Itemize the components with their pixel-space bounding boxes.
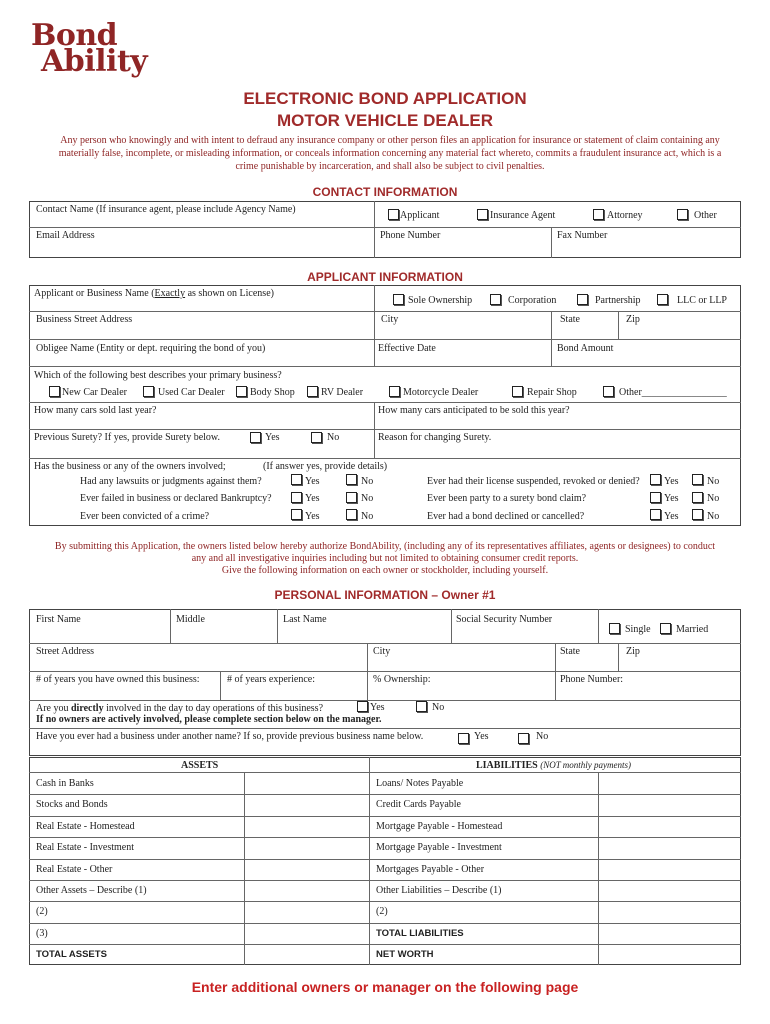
business-type-question: Which of the following best describes your primary business? <box>34 370 282 381</box>
asset-value-field[interactable] <box>245 774 368 793</box>
motorcycle-label: Motorcycle Dealer <box>403 387 479 398</box>
claim-no-checkbox[interactable] <box>692 492 703 503</box>
reason-changing-field[interactable]: Reason for changing Surety. <box>378 432 492 443</box>
liability-value-field[interactable] <box>599 902 740 921</box>
manager-note: If no owners are actively involved, please complete section below on the manager. <box>36 714 382 725</box>
liability-value-field[interactable] <box>599 881 740 900</box>
used-car-checkbox[interactable] <box>143 386 154 397</box>
effective-date-field[interactable]: Effective Date <box>378 343 436 354</box>
divider <box>374 402 375 458</box>
ssn-field[interactable]: Social Security Number <box>456 614 553 625</box>
bankruptcy-yes-checkbox[interactable] <box>291 492 302 503</box>
llc-checkbox[interactable] <box>657 294 668 305</box>
asset-value-field[interactable] <box>245 817 368 836</box>
declined-no-checkbox[interactable] <box>692 509 703 520</box>
owner-city-field[interactable]: City <box>373 646 391 657</box>
lawsuits-yes-checkbox[interactable] <box>291 474 302 485</box>
asset-value-field[interactable] <box>245 795 368 814</box>
divider <box>29 227 741 228</box>
business-street-field[interactable]: Business Street Address <box>36 314 133 325</box>
divider <box>29 429 741 430</box>
divider <box>551 227 552 258</box>
other-business-label: Other_________________ <box>619 387 727 398</box>
liability-value-field[interactable] <box>599 774 740 793</box>
divider <box>367 643 368 700</box>
yes-label: Yes <box>305 493 320 504</box>
bond-amount-field[interactable]: Bond Amount <box>557 343 614 354</box>
involved-no-checkbox[interactable] <box>416 701 427 712</box>
liability-row-label: Credit Cards Payable <box>376 799 461 811</box>
divider <box>220 671 221 700</box>
bankruptcy-no-checkbox[interactable] <box>346 492 357 503</box>
divider <box>369 757 370 965</box>
asset-value-field[interactable] <box>245 838 368 857</box>
crime-no-checkbox[interactable] <box>346 509 357 520</box>
rv-dealer-checkbox[interactable] <box>307 386 318 397</box>
partnership-checkbox[interactable] <box>577 294 588 305</box>
yes-label: Yes <box>305 476 320 487</box>
asset-row-label: Other Assets – Describe (1) <box>36 885 147 896</box>
prev-business-no-checkbox[interactable] <box>518 733 529 744</box>
claim-yes-checkbox[interactable] <box>650 492 661 503</box>
owner-zip-field[interactable]: Zip <box>626 646 640 657</box>
owner-phone-field[interactable]: Phone Number: <box>560 674 624 685</box>
insurance-agent-label: Insurance Agent <box>490 210 556 221</box>
liability-value-field[interactable] <box>599 795 740 814</box>
sole-ownership-label: Sole Ownership <box>408 295 473 306</box>
divider <box>29 700 741 701</box>
single-checkbox[interactable] <box>609 623 620 634</box>
ownership-field[interactable]: % Ownership: <box>373 674 431 685</box>
asset-row-label: TOTAL ASSETS <box>36 949 107 961</box>
other-checkbox[interactable] <box>677 209 688 220</box>
partnership-label: Partnership <box>595 295 641 306</box>
asset-row-label: (3) <box>36 927 48 939</box>
divider <box>29 402 741 403</box>
divider <box>451 609 452 643</box>
liability-row-label: TOTAL LIABILITIES <box>376 927 464 939</box>
divider <box>277 609 278 643</box>
consent-line-1: By submitting this Application, the owners listed below hereby authorize BondAbility, (including any of its representatives affiliates, agents or designees) to conduct <box>54 541 716 552</box>
liability-row-label: Mortgage Payable - Investment <box>376 842 502 854</box>
other-business-checkbox[interactable] <box>603 386 614 397</box>
divider <box>618 643 619 671</box>
attorney-label: Attorney <box>607 210 643 221</box>
asset-row-label: Real Estate - Investment <box>36 842 135 854</box>
if-yes-note: (If answer yes, provide details) <box>263 461 388 472</box>
no-label: No <box>707 493 720 504</box>
yes-label: Yes <box>664 511 679 522</box>
email-field[interactable]: Email Address <box>36 230 95 241</box>
divider <box>555 643 556 700</box>
asset-value-field[interactable] <box>245 924 368 943</box>
asset-row-label: (2) <box>36 906 48 918</box>
prev-surety-yes-checkbox[interactable] <box>250 432 261 443</box>
divider <box>29 339 741 340</box>
asset-value-field[interactable] <box>245 881 368 900</box>
divider <box>29 458 741 459</box>
page-subtitle: MOTOR VEHICLE DEALER <box>277 111 493 130</box>
directly-involved-question: Are you directly involved in the day to day operations of this business? <box>36 703 324 714</box>
applicant-label: Applicant <box>400 210 440 221</box>
license-yes-checkbox[interactable] <box>650 474 661 485</box>
assets-header: ASSETS <box>181 760 219 771</box>
no-label: No <box>361 493 374 504</box>
logo-bond: Bond <box>31 18 118 53</box>
applicant-heading: APPLICANT INFORMATION <box>307 270 463 284</box>
consent-line-3: Give the following information on each owner or stockholder, including yourself. <box>221 565 549 576</box>
divider <box>29 366 741 367</box>
divider <box>374 285 375 366</box>
no-label: No <box>536 731 549 742</box>
asset-row-label: Real Estate - Homestead <box>36 820 135 832</box>
corporation-label: Corporation <box>508 295 557 306</box>
no-label: No <box>327 432 340 443</box>
divider <box>29 772 741 773</box>
divider <box>618 311 619 339</box>
no-label: No <box>707 476 720 487</box>
contact-heading: CONTACT INFORMATION <box>312 185 458 199</box>
applicant-checkbox[interactable] <box>388 209 399 220</box>
body-shop-label: Body Shop <box>250 387 295 398</box>
no-label: No <box>432 702 445 713</box>
divider <box>170 609 171 643</box>
business-state-field[interactable]: State <box>560 314 580 325</box>
attorney-checkbox[interactable] <box>593 209 604 220</box>
business-zip-field[interactable]: Zip <box>626 314 640 325</box>
lawsuits-question: Had any lawsuits or judgments against them? <box>80 476 262 487</box>
license-no-checkbox[interactable] <box>692 474 703 485</box>
yes-label: Yes <box>474 731 489 742</box>
involved-question: Has the business or any of the owners involved; <box>34 461 226 472</box>
asset-value-field[interactable] <box>245 945 368 964</box>
yes-label: Yes <box>305 511 320 522</box>
yes-label: Yes <box>370 702 385 713</box>
repair-shop-label: Repair Shop <box>527 387 577 398</box>
liability-value-field[interactable] <box>599 817 740 836</box>
liability-row-label: Mortgage Payable - Homestead <box>376 820 503 832</box>
liability-value-field[interactable] <box>599 838 740 857</box>
yes-label: Yes <box>664 493 679 504</box>
asset-row-label: Real Estate - Other <box>36 863 113 875</box>
bankruptcy-question: Ever failed in business or declared Bankruptcy? <box>80 493 272 504</box>
no-label: No <box>361 511 374 522</box>
owner-state-field[interactable]: State <box>560 646 580 657</box>
business-city-field[interactable]: City <box>381 314 399 325</box>
phone-field[interactable]: Phone Number <box>380 230 441 241</box>
previous-business-question: Have you ever had a business under another name? If so, provide previous business name below. <box>36 731 424 742</box>
crime-yes-checkbox[interactable] <box>291 509 302 520</box>
yes-label: Yes <box>265 432 280 443</box>
license-question: Ever had their license suspended, revoked or denied? <box>427 476 640 487</box>
liability-value-field[interactable] <box>599 924 740 943</box>
sole-ownership-checkbox[interactable] <box>393 294 404 305</box>
liability-row-label: Mortgages Payable - Other <box>376 863 485 875</box>
prev-business-yes-checkbox[interactable] <box>458 733 469 744</box>
middle-name-field[interactable]: Middle <box>176 614 205 625</box>
no-label: No <box>707 511 720 522</box>
divider <box>29 671 741 672</box>
liability-row-label: (2) <box>376 906 388 918</box>
page-title: ELECTRONIC BOND APPLICATION <box>243 89 527 108</box>
liability-value-field[interactable] <box>599 945 740 964</box>
divider <box>598 609 599 643</box>
yes-label: Yes <box>664 476 679 487</box>
fraud-warning: Any person who knowingly and with intent to defraud any insurance company or other person files an application for insurance or statement of claim containing any materially false, incomplete, or misleading information, or conceals information concerning any material fact whereto, commits a fraudulent insurance act, which is a crime punishable by incarceration, and shall also be subject to civil penalties. <box>58 135 722 172</box>
personal-heading: PERSONAL INFORMATION – Owner #1 <box>274 588 496 602</box>
body-shop-checkbox[interactable] <box>236 386 247 397</box>
new-car-checkbox[interactable] <box>49 386 60 397</box>
claim-question: Ever been party to a surety bond claim? <box>427 493 587 504</box>
asset-value-field[interactable] <box>245 902 368 921</box>
asset-row-label: Cash in Banks <box>36 778 94 789</box>
divider <box>29 728 741 729</box>
no-label: No <box>361 476 374 487</box>
asset-value-field[interactable] <box>245 860 368 879</box>
liability-value-field[interactable] <box>599 860 740 879</box>
crime-question: Ever been convicted of a crime? <box>80 511 210 522</box>
used-car-label: Used Car Dealer <box>158 387 225 398</box>
declined-question: Ever had a bond declined or cancelled? <box>427 511 585 522</box>
consent-line-2: any and all investigative inquiries including but not limited to obtaining consumer credit reports. <box>191 553 579 564</box>
corporation-checkbox[interactable] <box>490 294 501 305</box>
business-name-field[interactable]: Applicant or Business Name (Exactly as shown on License) <box>34 288 274 299</box>
declined-yes-checkbox[interactable] <box>650 509 661 520</box>
married-label: Married <box>676 624 709 635</box>
contact-name-field[interactable]: Contact Name (If insurance agent, please include Agency Name) <box>36 204 296 215</box>
years-experience-field[interactable]: # of years experience: <box>227 674 316 685</box>
asset-row-label: Stocks and Bonds <box>36 799 108 811</box>
divider <box>374 201 375 258</box>
liability-row-label: NET WORTH <box>376 949 434 961</box>
cars-sold-field[interactable]: How many cars sold last year? <box>34 405 157 416</box>
llc-label: LLC or LLP <box>677 295 727 306</box>
new-car-label: New Car Dealer <box>62 387 127 398</box>
fax-field[interactable]: Fax Number <box>557 230 608 241</box>
lawsuits-no-checkbox[interactable] <box>346 474 357 485</box>
motorcycle-checkbox[interactable] <box>389 386 400 397</box>
obligee-field[interactable]: Obligee Name (Entity or dept. requiring the bond of you) <box>36 343 266 354</box>
divider <box>29 311 741 312</box>
rv-dealer-label: RV Dealer <box>321 387 364 398</box>
single-label: Single <box>625 624 651 635</box>
years-owned-field[interactable]: # of years you have owned this business: <box>36 674 200 685</box>
other-label: Other <box>694 210 717 221</box>
married-checkbox[interactable] <box>660 623 671 634</box>
cars-anticipated-field[interactable]: How many cars anticipated to be sold this year? <box>378 405 570 416</box>
liabilities-header: LIABILITIES (NOT monthly payments) <box>476 760 632 771</box>
divider <box>551 311 552 366</box>
previous-surety-question: Previous Surety? If yes, provide Surety below. <box>34 432 220 443</box>
insurance-agent-checkbox[interactable] <box>477 209 488 220</box>
liability-row-label: Other Liabilities – Describe (1) <box>376 885 502 896</box>
last-name-field[interactable]: Last Name <box>283 614 327 625</box>
first-name-field[interactable]: First Name <box>36 614 81 625</box>
liability-row-label: Loans/ Notes Payable <box>376 778 464 789</box>
owner-street-field[interactable]: Street Address <box>36 646 95 657</box>
prev-surety-no-checkbox[interactable] <box>311 432 322 443</box>
involved-yes-checkbox[interactable] <box>357 701 368 712</box>
repair-shop-checkbox[interactable] <box>512 386 523 397</box>
logo-ability: Ability <box>41 44 148 79</box>
divider <box>29 643 741 644</box>
footer-instruction: Enter additional owners or manager on the following page <box>191 979 579 995</box>
